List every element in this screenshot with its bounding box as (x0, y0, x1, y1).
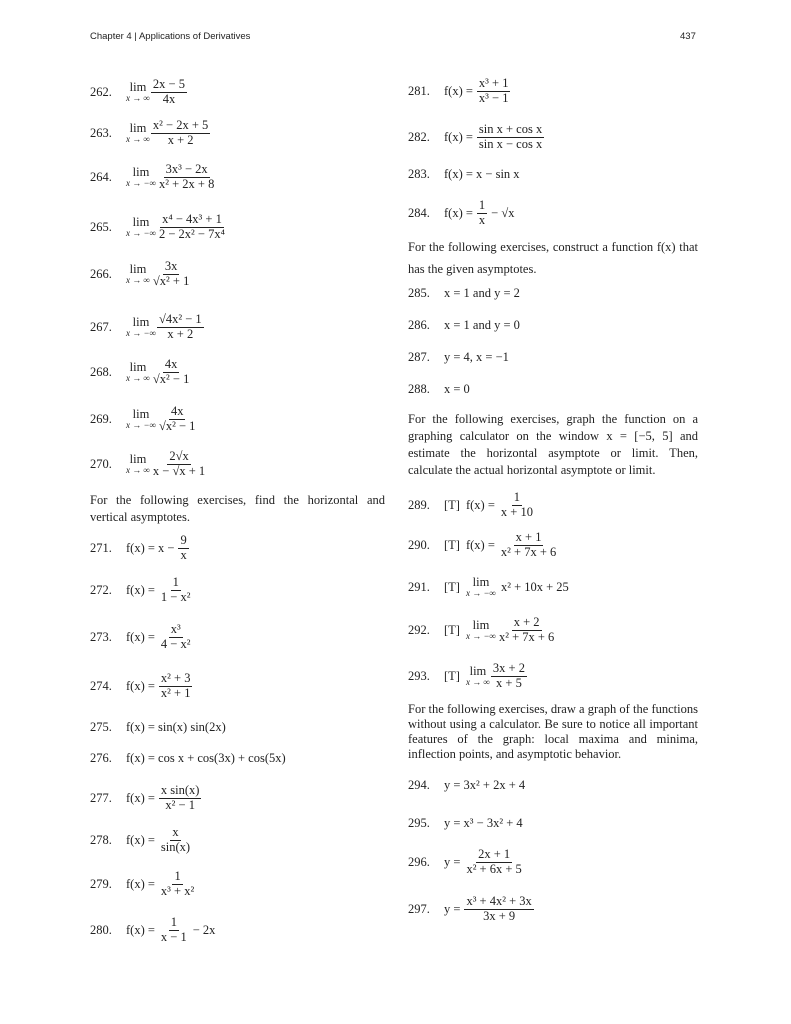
function-prefix: f(x) = (465, 497, 495, 512)
numerator: 4x (164, 357, 178, 372)
denominator: x² + 7x + 6 (498, 629, 555, 644)
fraction (159, 784, 202, 811)
exercise-item (90, 619, 192, 655)
exercise-item (408, 658, 527, 694)
exercise-number: 262. (90, 84, 112, 99)
denominator: sin x − cos x (478, 136, 543, 151)
fraction (159, 916, 189, 943)
denominator: x³ − 1 (478, 90, 509, 105)
exercise-number: 276. (90, 750, 112, 765)
exercise-number: 289. (408, 497, 430, 512)
exercise-item (90, 354, 191, 390)
limit-subscript: x → ∞ (465, 676, 490, 687)
limit-word: lim (472, 575, 490, 590)
exercise-item (408, 275, 520, 311)
denominator: √x² + 1 (152, 273, 190, 288)
exercise-number: 286. (408, 317, 430, 332)
exercise-number: 271. (90, 540, 112, 555)
fraction (499, 531, 558, 558)
exercise-item (90, 309, 204, 345)
exercise-number: 282. (408, 129, 430, 144)
limit-operator (466, 619, 496, 641)
function-prefix: f(x) = (126, 582, 155, 597)
fraction (151, 260, 191, 287)
limit-word: lim (132, 215, 150, 230)
fraction (497, 616, 556, 643)
exercise-number: 297. (408, 901, 430, 916)
limit-subscript: x → −∞ (465, 630, 496, 641)
exercise-number: 291. (408, 579, 430, 594)
denominator: 4 − x² (160, 636, 191, 651)
fraction (159, 672, 193, 699)
limit-word: lim (129, 262, 147, 277)
limit-subscript: x → −∞ (126, 227, 156, 238)
denominator: x (180, 547, 187, 562)
limit-subscript: x → −∞ (126, 177, 156, 188)
exercise-item (90, 822, 192, 858)
function-prefix: f(x) = (444, 205, 473, 220)
exercise-item (408, 844, 524, 880)
exercise-number: 277. (90, 790, 112, 805)
exercise-number: 293. (408, 668, 430, 683)
denominator: x² + 2x + 8 (158, 176, 215, 191)
limit-operator (126, 81, 150, 103)
limit-subscript: x → ∞ (126, 274, 150, 285)
denominator: 3x + 9 (483, 908, 516, 923)
exercise-item (408, 767, 525, 803)
limit-word: lim (129, 80, 147, 95)
function-prefix: f(x) = (444, 129, 473, 144)
numerator: sin x + cos x (478, 122, 543, 137)
instructions-asymptotes: For the following exercises, find the horizontal and vertical asymptotes. (90, 493, 385, 524)
function-prefix: f(x) = (465, 537, 495, 552)
numerator: 4x (170, 404, 184, 419)
denominator: x³ + x² (160, 883, 195, 898)
limit-word: lim (129, 360, 147, 375)
denominator: x + 5 (496, 675, 522, 690)
limit-operator (126, 361, 150, 383)
technology-tag: [T] (444, 537, 460, 552)
denominator: 1 − x² (160, 589, 191, 604)
denominator: x − 1 (160, 929, 187, 944)
fraction (151, 119, 210, 146)
exercise-item (408, 339, 509, 375)
exercise-item (90, 256, 191, 292)
limit-subscript: x → −∞ (126, 327, 156, 338)
exercise-item (408, 612, 556, 648)
fraction (464, 895, 533, 922)
exercise-item (408, 487, 535, 523)
page-number: 437 (680, 31, 696, 42)
exercise-item (408, 805, 523, 841)
exercise-item (90, 74, 187, 110)
limit-word: lim (472, 618, 490, 633)
exercise-item (408, 73, 510, 109)
expression: f(x) = cos x + cos(3x) + cos(5x) (126, 750, 286, 765)
limit-operator (466, 576, 496, 598)
exercise-item (90, 209, 227, 245)
exercise-item (90, 668, 192, 704)
exercise-number: 290. (408, 537, 430, 552)
exercise-number: 269. (90, 411, 112, 426)
denominator: 4x (162, 91, 176, 106)
limit-operator (126, 408, 156, 430)
exercise-number: 283. (408, 166, 430, 181)
numerator: 2x + 1 (478, 847, 511, 862)
fraction (157, 213, 227, 240)
chapter-header: Chapter 4 | Applications of Derivatives (90, 31, 251, 42)
exercise-number: 266. (90, 266, 112, 281)
exercise-item (90, 115, 210, 151)
limit-word: lim (132, 165, 150, 180)
fraction (151, 450, 207, 477)
exercise-item (408, 156, 520, 192)
exercise-item (408, 891, 534, 927)
exercise-number: 288. (408, 381, 430, 396)
denominator: √x² − 1 (152, 371, 190, 386)
exercise-item (90, 780, 201, 816)
expression: x = 1 and y = 0 (444, 317, 520, 332)
exercise-item (408, 195, 514, 231)
exercise-number: 294. (408, 777, 430, 792)
exercise-number: 275. (90, 719, 112, 734)
numerator: 1 (174, 869, 181, 884)
exercise-number: 272. (90, 582, 112, 597)
numerator: 1 (478, 198, 486, 213)
exercise-item (408, 371, 470, 407)
instructions-graphing: For the following exercises, graph the function on a graphing calculator on the window x = [−5, 5] and estimate the horizontal asymptote or limit. Then, calculate the actual horizontal asymptote or limit. (408, 412, 698, 477)
numerator: x (172, 825, 179, 840)
expression: y = 3x² + 2x + 4 (444, 777, 526, 792)
fraction (159, 576, 193, 603)
exercise-item (90, 401, 197, 437)
numerator: x sin(x) (160, 783, 200, 798)
denominator: x + 10 (500, 504, 533, 519)
exercise-item (90, 740, 286, 776)
technology-tag: [T] (444, 497, 460, 512)
function-prefix: f(x) = (126, 876, 155, 891)
technology-tag: [T] (444, 622, 460, 637)
numerator: x² + 3 (160, 671, 191, 686)
exercise-item (90, 530, 189, 566)
instructions-draw: For the following exercises, draw a graph of the functions without using a calculator. Be sure to notice all important features of the graph: local maxima and minima, inflection points, and asymptotic behavior. (408, 702, 698, 761)
limit-word: lim (132, 407, 150, 422)
numerator: x⁴ − 4x³ + 1 (162, 212, 222, 227)
fraction (477, 199, 487, 226)
limit-subscript: x → ∞ (126, 92, 150, 103)
numerator: x³ + 1 (478, 76, 509, 91)
denominator: x (478, 212, 486, 227)
exercise-number: 278. (90, 832, 112, 847)
technology-tag: [T] (444, 579, 460, 594)
technology-tag: [T] (444, 668, 460, 683)
expression-suffix: − 2x (192, 922, 216, 937)
expression: y = x³ − 3x² + 4 (444, 815, 523, 830)
numerator: 3x (164, 259, 178, 274)
fraction (157, 405, 197, 432)
function-prefix: y = (444, 854, 461, 869)
numerator: 3x + 2 (492, 661, 525, 676)
exercise-number: 296. (408, 854, 430, 869)
exercise-item (90, 446, 207, 482)
exercise-item (408, 569, 569, 605)
denominator: 2 − 2x² − 7x⁴ (158, 226, 225, 241)
fraction (178, 534, 188, 561)
limit-subscript: x → −∞ (126, 419, 156, 430)
limit-operator (126, 263, 150, 285)
fraction (477, 77, 511, 104)
exercise-item (90, 866, 196, 902)
expression-suffix: − √x (491, 205, 515, 220)
denominator: x + 2 (167, 132, 194, 147)
exercise-item (408, 527, 558, 563)
limit-word: lim (129, 452, 147, 467)
limit-operator (126, 453, 150, 475)
denominator: x² − 1 (165, 797, 195, 812)
exercise-item (408, 119, 544, 155)
limit-subscript: x → ∞ (126, 133, 150, 144)
limit-operator (126, 122, 150, 144)
exercise-number: 263. (90, 125, 112, 140)
numerator: x + 1 (515, 530, 542, 545)
exercise-number: 264. (90, 169, 112, 184)
fraction (157, 163, 216, 190)
exercise-number: 273. (90, 629, 112, 644)
denominator: x² + 7x + 6 (500, 544, 557, 559)
fraction (159, 623, 193, 650)
function-prefix: f(x) = (126, 790, 155, 805)
exercise-number: 279. (90, 876, 112, 891)
limit-word: lim (129, 121, 147, 136)
exercise-number: 280. (90, 922, 112, 937)
limit-subscript: x → −∞ (465, 587, 496, 598)
numerator: 9 (180, 533, 187, 548)
numerator: x² − 2x + 5 (152, 118, 209, 133)
denominator: x + 2 (167, 326, 194, 341)
expression: f(x) = sin(x) sin(2x) (126, 719, 226, 734)
fraction (464, 848, 523, 875)
exercise-item (90, 159, 216, 195)
limit-word: lim (132, 315, 150, 330)
exercise-number: 265. (90, 219, 112, 234)
limit-operator (126, 316, 156, 338)
function-prefix: y = (444, 901, 461, 916)
numerator: 3x³ − 2x (165, 162, 208, 177)
numerator: 1 (513, 490, 521, 505)
function-prefix: f(x) = x − (126, 540, 175, 555)
exercise-number: 270. (90, 456, 112, 471)
limit-subscript: x → ∞ (126, 372, 150, 383)
expression-suffix: x² + 10x + 25 (500, 579, 569, 594)
numerator: x³ (170, 622, 181, 637)
fraction (499, 491, 535, 518)
fraction (151, 78, 187, 105)
fraction (151, 358, 191, 385)
function-prefix: f(x) = (126, 832, 155, 847)
exercise-number: 268. (90, 364, 112, 379)
numerator: 1 (172, 575, 179, 590)
denominator: x² + 1 (160, 685, 191, 700)
fraction (477, 123, 544, 150)
fraction (159, 870, 196, 897)
limit-word: lim (469, 664, 487, 679)
function-prefix: f(x) = (126, 922, 155, 937)
function-prefix: f(x) = (126, 629, 155, 644)
exercise-item (408, 307, 520, 343)
limit-operator (466, 665, 490, 687)
exercise-number: 295. (408, 815, 430, 830)
exercise-item (90, 572, 192, 608)
exercise-number: 281. (408, 83, 430, 98)
limit-operator (126, 166, 156, 188)
expression: x = 0 (444, 381, 470, 396)
fraction (159, 826, 192, 853)
exercise-number: 284. (408, 205, 430, 220)
expression: x = 1 and y = 2 (444, 285, 520, 300)
numerator: x + 2 (513, 615, 540, 630)
instructions-construct: For the following exercises, construct a function f(x) that has the given asymptotes. (408, 240, 698, 276)
function-prefix: f(x) = (444, 83, 473, 98)
exercise-item (90, 912, 215, 948)
denominator: √x² − 1 (158, 418, 196, 433)
exercise-number: 274. (90, 678, 112, 693)
denominator: x − √x + 1 (152, 463, 206, 478)
exercise-number: 285. (408, 285, 430, 300)
expression: f(x) = x − sin x (444, 166, 520, 181)
fraction (157, 313, 204, 340)
numerator: 1 (170, 915, 177, 930)
expression: y = 4, x = −1 (444, 349, 509, 364)
function-prefix: f(x) = (126, 678, 155, 693)
limit-operator (126, 216, 156, 238)
exercise-number: 267. (90, 319, 112, 334)
numerator: 2x − 5 (152, 77, 185, 92)
denominator: sin(x) (160, 839, 191, 854)
fraction (491, 662, 527, 689)
numerator: √4x² − 1 (158, 312, 202, 327)
denominator: x² + 6x + 5 (466, 861, 522, 876)
numerator: x³ + 4x² + 3x (466, 894, 532, 909)
exercise-number: 292. (408, 622, 430, 637)
exercise-number: 287. (408, 349, 430, 364)
limit-subscript: x → ∞ (126, 464, 150, 475)
numerator: 2√x (169, 449, 189, 464)
